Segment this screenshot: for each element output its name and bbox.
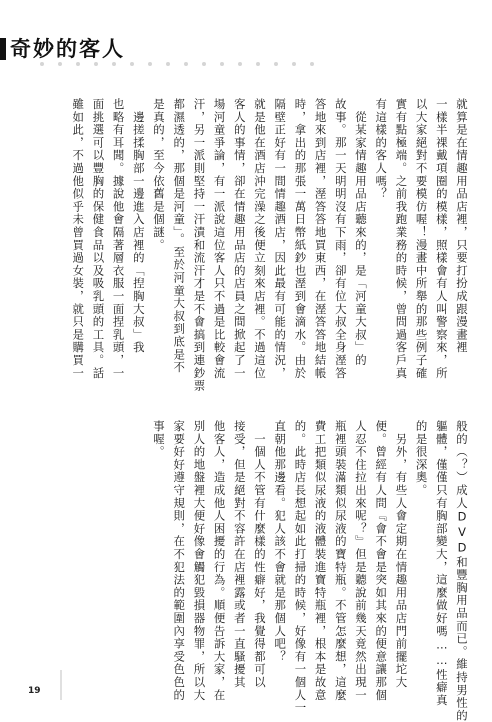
decorative-dots — [40, 62, 314, 66]
title-accent-bar — [0, 38, 6, 60]
page-number: 19 — [28, 686, 41, 696]
text-column-upper: 是真的，至今依舊是個謎。 — [152, 98, 166, 252]
text-column-upper: 實有點極端。之前我跑業務的時候，曾問過客戶真 — [394, 98, 409, 380]
text-column-upper: 以大家絕對不要模仿喔！漫畫中所舉的那些例子確 — [414, 98, 429, 380]
text-column-upper: 都濕透的，那個是河童」。至於河童大叔到底是不 — [172, 98, 187, 374]
text-column-upper: 就算是在情趣用品店裡，只要打扮成跟漫畫裡 — [455, 98, 469, 354]
text-column-lower: 家要好好遵守規則，在不犯法的範圍內享受色色的 — [172, 420, 187, 702]
text-column-upper: 從某家情趣用品店聽來的，是「河童大叔」的 — [354, 98, 368, 367]
dot-icon — [310, 62, 314, 66]
text-column-lower: 般的（？）成人DVD和豐胸用品而已。維持男性的 — [455, 420, 469, 722]
text-column-upper: 一樣半裸戴項圈的模樣，照樣會有人叫警察來，所 — [434, 98, 449, 380]
text-column-upper: 答地來到店裡，溼答答地買東西，在溼答答地結帳 — [313, 98, 328, 380]
text-column-upper: 隔壁正好有一間情趣酒店，因此最有可能的情況， — [273, 98, 288, 380]
dot-icon — [40, 62, 44, 66]
text-column-lower: 直朝他那邊看。犯人該不會就是那個人吧？ — [273, 420, 288, 664]
dot-icon — [58, 62, 62, 66]
text-column-lower: 一個人不管有什麼樣的性癖好，我覺得都可以 — [253, 420, 267, 689]
text-column-lower: 另外，有些人會定期在情趣用品店門前擺坨大 — [394, 420, 409, 689]
text-column-upper: 面挑選可以豐胸的保健食品以及吸乳頭的工具。話 — [91, 98, 106, 380]
dot-icon — [76, 62, 80, 66]
text-column-lower: 的是很深奧。 — [414, 420, 429, 497]
text-column-lower: 費工把類似尿液的液體裝進寶特瓶裡，根本是故意 — [313, 420, 328, 702]
text-column-upper: 邊搓揉胸部一邊進入店裡的「揑胸大叔」我 — [131, 98, 146, 354]
text-column-lower: 便。曾經有人問『會不會是突如其來的便意讓那個 — [374, 420, 389, 702]
dot-icon — [166, 62, 170, 66]
text-column-upper: 有這樣的客人嗎？ — [374, 98, 389, 201]
dot-icon — [220, 62, 224, 66]
text-column-upper: 汗，另一派則堅持一汗漬和流汗才是不會搞到連鈔票 — [192, 98, 207, 393]
dot-icon — [274, 62, 278, 66]
text-column-lower: 軀體，僅僅只有胸部變大，這麼做好嗎……性癖真 — [434, 420, 449, 707]
chapter-title: 奇妙的客人 — [10, 36, 125, 61]
footer-rule — [60, 670, 62, 700]
text-column-upper: 也略有耳聞。據說他會隔著層衣服一面捏乳頭，一 — [111, 98, 126, 380]
text-column-lower: 人忍不住拉出來呢？』但是聽說前幾天竟然出現一 — [354, 420, 368, 702]
text-column-lower: 他客人，造成他人困擾的行為。順便告訴大家，在 — [212, 420, 227, 702]
text-column-lower: 的。此時店長想起如此打掃的時候，好像有一個人一 — [293, 420, 308, 715]
text-column-lower: 瓶裡頭裝滿類似尿液的寶特瓶。不管怎麼想，這麼 — [333, 420, 348, 702]
text-column-upper: 故事。那一天明明沒有下雨，卻有位大叔全身溼答 — [333, 98, 348, 380]
text-column-upper: 場河童爭論，有一派說這位客人只不過是比較會流 — [212, 98, 227, 380]
dot-icon — [94, 62, 98, 66]
text-column-upper: 時，拿出的那張一萬日幣紙鈔也溼到會滴水。由於 — [293, 98, 308, 380]
text-column-lower: 別人的地盤裡大便好像會觸犯毀損器物罪，所以大 — [192, 420, 207, 702]
dot-icon — [130, 62, 134, 66]
dot-icon — [112, 62, 116, 66]
text-column-lower: 事喔。 — [152, 420, 166, 459]
dot-icon — [202, 62, 206, 66]
dot-icon — [238, 62, 242, 66]
text-column-lower: 接受，但是絕對不容許在店裡露或者一直騷擾其 — [232, 420, 247, 689]
dot-icon — [184, 62, 188, 66]
dot-icon — [292, 62, 296, 66]
chapter-header — [0, 0, 492, 68]
text-column-upper: 就是他在酒店沖完澡之後便立刻來店裡。不過這位 — [253, 98, 267, 380]
dot-icon — [148, 62, 152, 66]
dot-icon — [256, 62, 260, 66]
text-column-upper: 雖如此，不過他似乎未曾買過女裝，就只是購買一 — [71, 98, 86, 380]
text-column-upper: 客人的事情，卻在情趣用品店的店員之間掀起了一 — [232, 98, 247, 380]
